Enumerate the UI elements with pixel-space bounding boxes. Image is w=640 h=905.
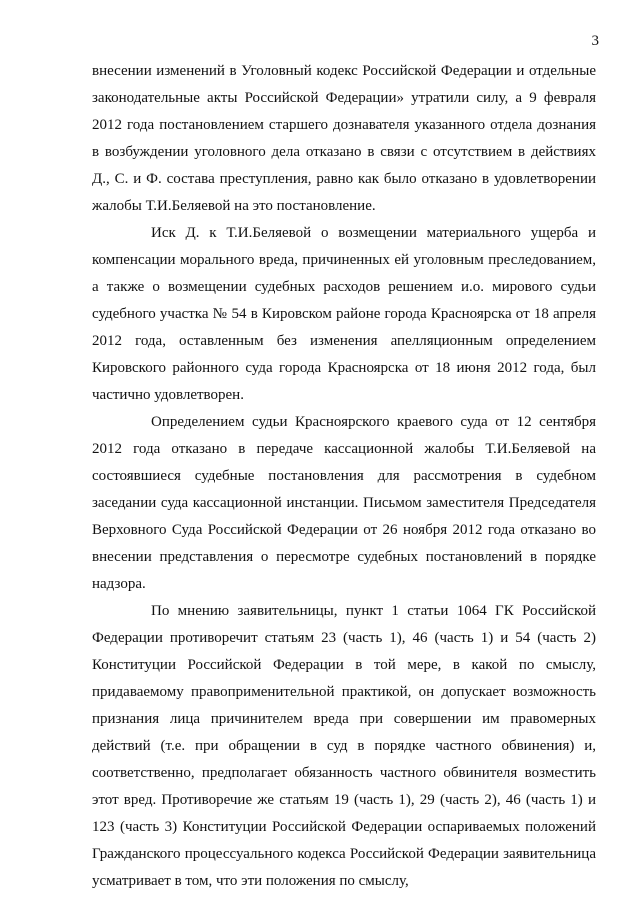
paragraph-cassation-refusal: Определением судьи Красноярского краевого суда от 12 сентября 2012 года отказано в передаче кассационной жалобы Т.И.Беляевой на состоявшиеся судебные постановления для рассмотрения в судебном заседании суда кассационной инстанции. Письмом заместителя Председателя Верховного Суда Российской Федерации от 26 ноября 2012 года отказано во внесении представления о пересмотре судебных постановлений в порядке надзора.	[92, 414, 596, 592]
paragraph-applicant-position: По мнению заявительницы, пункт 1 статьи 1064 ГК Российской Федерации противоречит статьям 23 (часть 1), 46 (часть 1) и 54 (часть 2) Конституции Российской Федерации в той мере, в какой по смыслу, придаваемому правоприменительной практикой, он допускает возможность признания лица причинителем вреда при совершении им правомерных действий (т.е. при обращении в суд в порядке частного обвинения) и, соответственно, предполагает обязанность частного обвинителя возместить этот вред. Противоречие же статьям 19 (часть 1), 29 (часть 2), 46 (часть 1) и 123 (часть 3) Конституции Российской Федерации оспариваемых положений Гражданского процессуального кодекса Российской Федерации заявительница усматривает в том, что эти положения по смыслу,	[92, 603, 596, 889]
paragraph-continuation: внесении изменений в Уголовный кодекс Российской Федерации и отдельные законодательные акты Российской Федерации» утратили силу, а 9 февраля 2012 года постановлением старшего дознавателя указанного отдела дознания в возбуждении уголовного дела отказано в связи с отсутствием в действиях Д., С. и Ф. состава преступления, равно как было отказано в удовлетворении жалобы Т.И.Беляевой на это постановление.	[92, 63, 596, 214]
page-number: 3	[591, 33, 599, 49]
paragraph-lawsuit: Иск Д. к Т.И.Беляевой о возмещении материального ущерба и компенсации морального вреда, причиненных ей уголовным преследованием, а также о возмещении судебных расходов решением и.о. мирового судьи судебного участка № 54 в Кировском районе города Красноярска от 18 апреля 2012 года, оставленным без изменения апелляционным определением Кировского районного суда города Красноярска от 18 июня 2012 года, был частично удовлетворен.	[92, 225, 596, 403]
document-body	[92, 58, 596, 895]
